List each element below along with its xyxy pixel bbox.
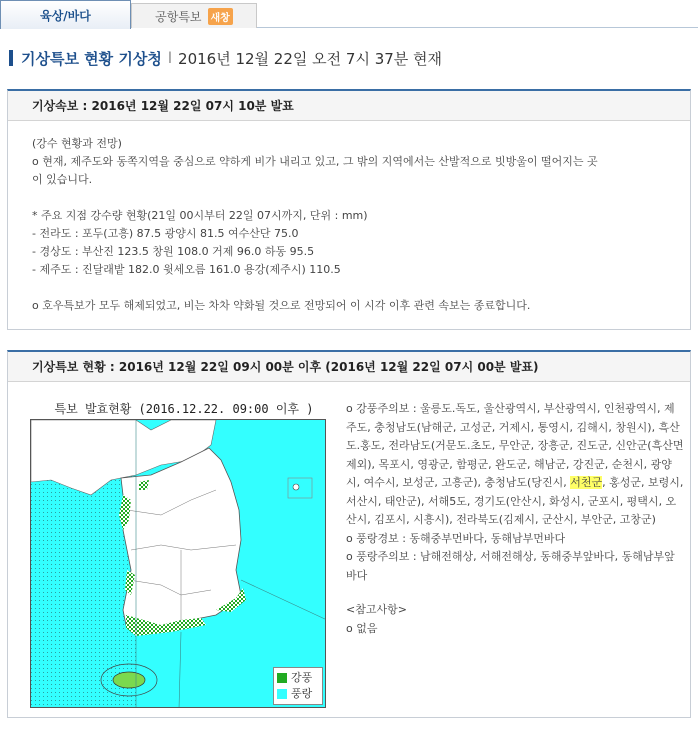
title-time: 2016년 12월 22일 오전 7시 37분 현재 (178, 49, 443, 68)
tab-airport-label: 공항특보 (155, 9, 202, 24)
status-panel (7, 350, 691, 718)
title-main: 기상특보 현황 기상청 (21, 49, 162, 68)
warning-text (346, 400, 684, 638)
bulletin-line: - 제주도 : 진달래밭 182.0 윗세오름 161.0 용강(제주시) 110.5 (32, 263, 341, 276)
tab-land-sea[interactable] (0, 0, 131, 29)
title-separator: l (167, 49, 173, 67)
warning-map-svg (31, 420, 326, 708)
new-window-badge: 새창 (208, 8, 233, 25)
legend-item-gale (277, 670, 319, 686)
tab-bar (0, 0, 698, 28)
bulletin-header: 기상속보 : 2016년 12월 22일 07시 10분 발표 (8, 91, 690, 121)
gale-advisory-part-b: , 홍성군, 보령시, 서산시, 태안군), 서해5도, 경기도(안산시, 화성시, 군포시, 평택시, 오산시, 김포시, 시흥시), 전라북도(김제시, 군산시, 부안군, 고창군) (346, 476, 684, 526)
bulletin-line: (강수 현황과 전망) (32, 137, 122, 150)
bulletin-line: o 호우특보가 모두 해제되었고, 비는 차차 약화될 것으로 전망되어 이 시각 이후 관련 속보는 종료합니다. (32, 299, 531, 312)
legend-swatch-wave (277, 689, 287, 699)
gale-advisory-part-a: o 강풍주의보 : 울릉도.독도, 울산광역시, 부산광역시, 인천광역시, 제주도, 충청남도(남해군, 고성군, 거제시, 통영시, 김해시, 창원시), 흑산도.홍도, 전라남도(거문도.초도, 무안군, 장흥군, 진도군, 신안군(흑산면제외), 목포시, 영광군, 함평군, 완도군, 해남군, 강진군, 순천시, 광양시, 여수시, 보성군, 고흥군), 충청남도(당진시, (346, 402, 684, 489)
jeju-island (113, 672, 145, 688)
ulleung-island (293, 484, 299, 490)
highlighted-region: 서천군 (570, 476, 603, 489)
bulletin-body (8, 121, 690, 315)
bulletin-line: - 전라도 : 포두(고흥) 87.5 광양시 81.5 여수산단 75.0 (32, 227, 299, 240)
warn-spacer (346, 585, 684, 601)
legend-label-wave: 풍랑 (291, 687, 313, 700)
legend-swatch-gale (277, 673, 287, 683)
bulletin-spacer (32, 279, 690, 297)
status-header: 기상특보 현황 : 2016년 12월 22일 09시 00분 이후 (2016년 12월 22일 07시 00분 발표) (8, 352, 690, 382)
bulletin-line: o 현재, 제주도와 동쪽지역을 중심으로 약하게 비가 내리고 있고, 그 밖의 지역에서는 산발적으로 빗방울이 떨어지는 곳 (32, 155, 598, 168)
legend-item-wave (277, 686, 319, 702)
gale-advisory (346, 400, 684, 530)
bulletin-line: - 경상도 : 부산진 123.5 창원 108.0 거제 96.0 하동 95.5 (32, 245, 315, 258)
bulletin-line: 이 있습니다. (32, 173, 93, 186)
legend-label-gale: 강풍 (291, 671, 313, 684)
note-text: o 없음 (346, 621, 378, 635)
bulletin-line: * 주요 지점 강수량 현황(21일 00시부터 22일 07시까지, 단위 : mm) (32, 209, 368, 222)
wave-advisory: o 풍랑주의보 : 남해전해상, 서해전해상, 동해중부앞바다, 동해남부앞바다 (346, 550, 675, 582)
note-title: <참고사항> (346, 603, 407, 616)
bulletin-panel (7, 89, 691, 330)
map-title: 특보 발효현황 (2016.12.22. 09:00 이후 ) (54, 402, 314, 416)
page-title (9, 47, 442, 69)
bulletin-spacer (32, 189, 690, 207)
tab-airport[interactable] (131, 3, 257, 28)
map-legend (273, 667, 323, 705)
wave-warning: o 풍랑경보 : 동해중부먼바다, 동해남부먼바다 (346, 531, 566, 545)
title-bar-marker (9, 50, 13, 66)
tab-land-sea-label: 육상/바다 (40, 8, 91, 23)
warning-map[interactable] (30, 419, 326, 708)
